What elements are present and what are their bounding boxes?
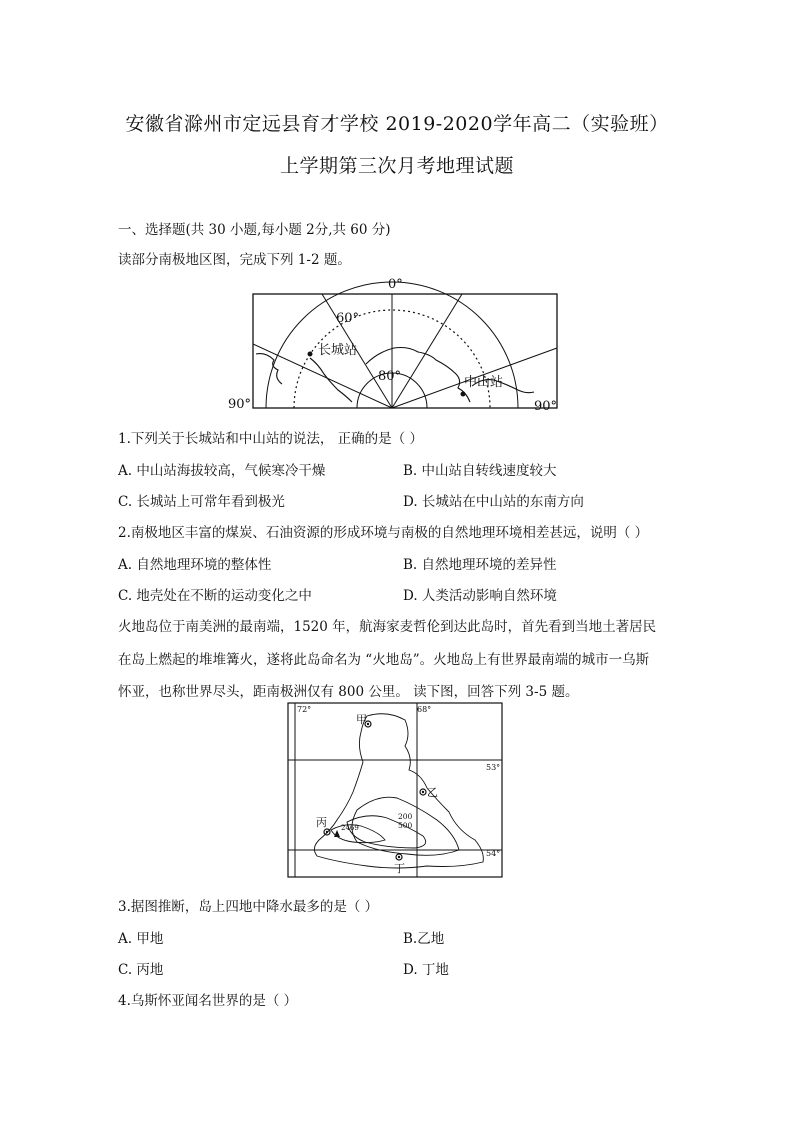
antarctica-map — [226, 274, 566, 416]
tierra-del-fuego-map — [287, 702, 505, 882]
q1-option-b: B. 中山站自转线速度较大 — [403, 463, 557, 479]
question-2-stem: 2.南极地区丰富的煤炭、石油资源的形成环境与南极的自然地理环境相差甚远，说明（ ） — [118, 525, 649, 541]
peak-elevation-label: 2469 — [341, 824, 359, 832]
zhongshan-station-label: 中山站 — [464, 375, 504, 390]
q2-option-d: D. 人类活动影响自然环境 — [403, 588, 557, 604]
lat-54-label: 54° — [486, 849, 501, 858]
lat-80-label: 80° — [378, 369, 402, 384]
lon-left-label: 90° — [228, 397, 252, 412]
lat-60-label: 60° — [336, 311, 360, 326]
q3-option-c: C. 丙地 — [118, 962, 164, 978]
q2-option-c: C. 地壳处在不断的运动变化之中 — [118, 588, 312, 604]
changcheng-station-label: 长城站 — [318, 343, 358, 358]
section-heading: 一、选择题(共 30 小题,每小题 2分,共 60 分) — [118, 222, 391, 238]
q3-option-a: A. 甲地 — [118, 931, 164, 947]
page-subtitle: 上学期第三次月考地理试题 — [279, 155, 514, 177]
point-bing-label: 丙 — [316, 816, 327, 829]
lon-72-label: 72° — [297, 705, 312, 714]
q1-option-a: A. 中山站海拔较高，气候寒冷干燥 — [118, 463, 326, 479]
point-ding-label: 丁 — [394, 862, 405, 875]
q3-option-b: B.乙地 — [403, 931, 445, 947]
lon-right-label: 90° — [534, 399, 558, 414]
q3-option-d: D. 丁地 — [403, 962, 449, 978]
lat-53-label: 53° — [486, 763, 501, 772]
lon-68-label: 68° — [417, 705, 432, 714]
page-title: 安徽省滁州市定远县育才学校 2019-2020学年高二（实验班） — [125, 113, 669, 135]
intro-text-1: 读部分南极地区图，完成下列 1-2 题。 — [118, 252, 351, 268]
q2-option-a: A. 自然地理环境的整体性 — [118, 557, 272, 573]
q2-option-b: B. 自然地理环境的差异性 — [403, 557, 557, 573]
intro-text-2-line-1: 火地岛位于南美洲的最南端，1520 年，航海家麦哲伦到达此岛时，首先看到当地土著居民 — [118, 619, 657, 635]
contour-200-label: 200 — [398, 812, 413, 821]
contour-500-label: 500 — [398, 821, 413, 830]
question-4-stem: 4.乌斯怀亚闻名世界的是（ ） — [118, 993, 298, 1009]
q1-option-c: C. 长城站上可常年看到极光 — [118, 494, 285, 510]
question-1-stem: 1.下列关于长城站和中山站的说法， 正确的是（ ） — [118, 431, 423, 447]
point-jia-label: 甲 — [356, 713, 367, 726]
q1-option-d: D. 长城站在中山站的东南方向 — [403, 494, 584, 510]
intro-text-2-line-2: 在岛上燃起的堆堆篝火，遂将此岛命名为 “火地岛”。火地岛上有世界最南端的城市一乌斯 — [118, 652, 650, 668]
meridian-0-label: 0° — [388, 277, 403, 292]
point-yi-label: 乙 — [427, 786, 438, 799]
question-3-stem: 3.据图推断，岛上四地中降水最多的是（ ） — [118, 899, 379, 915]
intro-text-2-line-3: 怀亚，也称世界尽头，距南极洲仅有 800 公里。 读下图，回答下列 3-5 题。 — [118, 684, 579, 700]
